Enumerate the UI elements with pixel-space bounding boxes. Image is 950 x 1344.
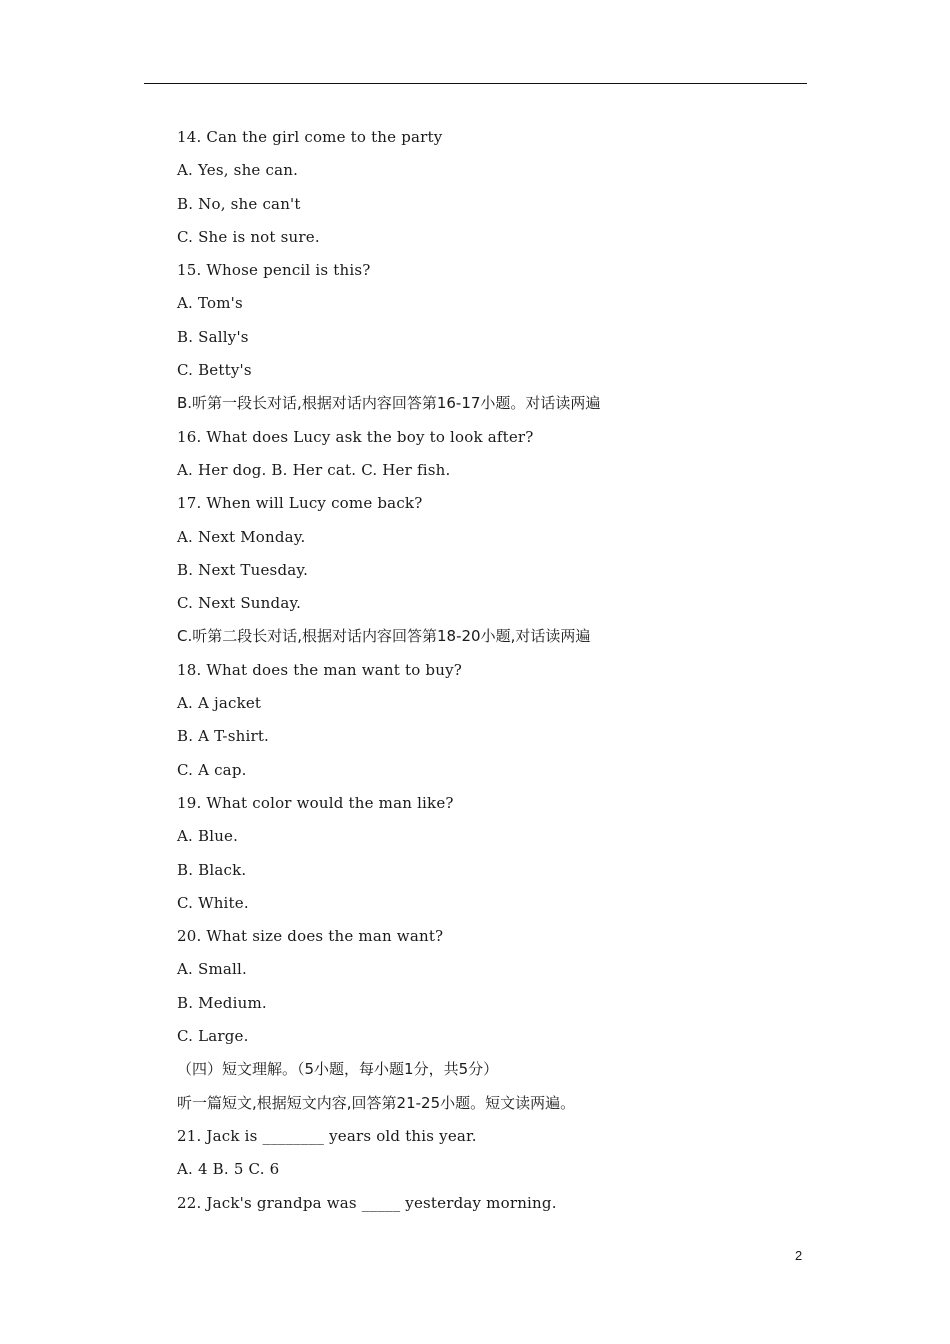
section-b-instruction: B.听第一段长对话,根据对话内容回答第16-17小题。对话读两遍 bbox=[177, 394, 601, 413]
header-rule bbox=[144, 83, 807, 84]
option-19-c: C. White. bbox=[177, 893, 249, 912]
section-four-heading: （四）短文理解。（5小题，每小题1分，共5分） bbox=[177, 1060, 499, 1079]
option-17-c: C. Next Sunday. bbox=[177, 594, 302, 613]
page-number: 2 bbox=[795, 1248, 803, 1263]
option-20-b: B. Medium. bbox=[177, 993, 267, 1012]
option-14-b: B. No, she can't bbox=[177, 194, 301, 213]
option-14-a: A. Yes, she can. bbox=[177, 161, 299, 180]
option-18-b: B. A T-shirt. bbox=[177, 727, 270, 746]
section-four-instruction: 听一篇短文,根据短文内容,回答第21-25小题。短文读两遍。 bbox=[177, 1093, 576, 1112]
question-14: 14. Can the girl come to the party bbox=[177, 128, 443, 146]
question-17: 17. When will Lucy come back? bbox=[177, 494, 423, 513]
question-15: 15. Whose pencil is this? bbox=[177, 261, 371, 280]
question-18: 18. What does the man want to buy? bbox=[177, 660, 462, 679]
option-15-c: C. Betty's bbox=[177, 361, 252, 380]
option-17-b: B. Next Tuesday. bbox=[177, 560, 309, 579]
option-20-a: A. Small. bbox=[177, 960, 247, 979]
option-15-a: A. Tom's bbox=[177, 294, 243, 313]
option-18-a: A. A jacket bbox=[177, 694, 262, 713]
option-17-a: A. Next Monday. bbox=[177, 527, 306, 546]
options-16: A. Her dog. B. Her cat. C. Her fish. bbox=[177, 460, 451, 479]
option-15-b: B. Sally's bbox=[177, 327, 249, 346]
document-body bbox=[177, 124, 817, 1223]
option-20-c: C. Large. bbox=[177, 1027, 249, 1046]
question-19: 19. What color would the man like? bbox=[177, 793, 454, 812]
question-20: 20. What size does the man want? bbox=[177, 927, 444, 946]
section-c-instruction: C.听第二段长对话,根据对话内容回答第18-20小题,对话读两遍 bbox=[177, 627, 591, 646]
question-22: 22. Jack's grandpa was _____ yesterday morning. bbox=[177, 1193, 557, 1212]
option-18-c: C. A cap. bbox=[177, 760, 247, 779]
options-21: A. 4 B. 5 C. 6 bbox=[177, 1160, 280, 1179]
option-14-c: C. She is not sure. bbox=[177, 227, 320, 246]
option-19-b: B. Black. bbox=[177, 860, 247, 879]
question-21: 21. Jack is ________ years old this year. bbox=[177, 1126, 477, 1145]
question-16: 16. What does Lucy ask the boy to look after? bbox=[177, 427, 534, 446]
option-19-a: A. Blue. bbox=[177, 827, 239, 846]
